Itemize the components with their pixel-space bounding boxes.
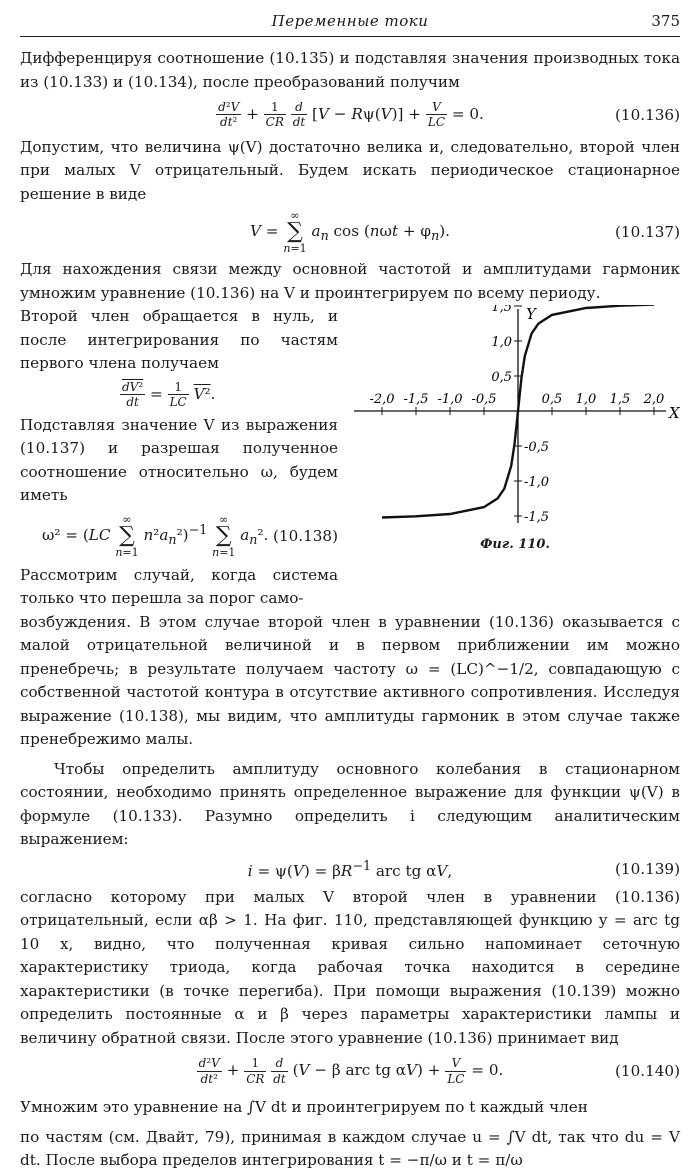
y-axis-label: Y: [526, 305, 536, 324]
paragraph-6: Чтобы определить амплитуду основного колебания в стационарном состоянии, необходимо принять определенное выражение для функции ψ(V) в формуле (10.133). Разумно определить i следующим аналитическим выражением:: [20, 759, 680, 849]
equation-number: (10.136): [615, 105, 680, 124]
arctg-chart: [350, 305, 680, 533]
equation-10-137: V = ∞ ∑ n=1 $a_n$ $\cos (n\omega t + \varphi_n)$. (10.137): [250, 209, 680, 256]
x-axis-label: X: [669, 404, 680, 423]
y-tick-label: 1,5: [491, 305, 512, 316]
page-header: [20, 8, 680, 37]
figure-110: [350, 305, 680, 553]
equation-number: (10.138): [273, 526, 338, 545]
x-tick-label: 1,5: [609, 392, 631, 408]
paragraph-2: Допустим, что величина ψ(V) достаточно велика и, следовательно, второй член при малых V отрицательный. Будем искать периодическое стационарное решение в виде: [20, 137, 680, 203]
page-number: 375: [651, 12, 680, 30]
paragraph-5b: возбуждения. В этом случае второй член в уравнении (10.136) оказывается с малой отрицательной величиной и в первом приближении им можно пренебречь; в результате получаем частоту ω = (LC)^−1/2, совпадающую с собственной частотой контура в отсутствие активного сопротивления. Исследуя выражение (10.138), мы видим, что амплитуды гармоник в этом случае также пренебрежимо малы.: [20, 612, 680, 749]
y-tick-label: 1,0: [491, 335, 512, 351]
paragraph-7: согласно которому при малых V второй член в уравнении (10.136) отрицательный, если αβ > 1. На фиг. 110, представляющей функцию y = arc tg 10 x, видно, что полученная кривая сильно напоминает сеточную характеристику триода, когда рабочая точка находится в середине характеристики (в точке перегиба). При помощи выражения (10.139) можно определить постоянные α и β через параметры характеристики лампы и величину обратной связи. После этого уравнение (10.136) принимает вид: [20, 887, 680, 1047]
equation-average: $\frac{\text{dV²}}{dt}$ = $\frac{1}{LC}$ V².: [122, 379, 216, 410]
equation-number: (10.139): [615, 859, 680, 878]
book-page: [20, 8, 680, 1173]
x-tick-label: -0,5: [471, 392, 497, 408]
paragraph-3: Для нахождения связи между основной частотой и амплитудами гармоник умножим уравнение (10.136) на V и проинтегрируем по всему периоду.: [20, 260, 680, 302]
paragraph-3b: Второй член обращается в нуль, и после интегрирования по частям первого члена получаем: [20, 307, 338, 373]
y-tick-label: -1,0: [524, 475, 550, 491]
equation-10-138: ω² = (LC ∞ ∑ n=1 $n^2a_n^2)^{-1}$ ∞ ∑ n=1 $a_n^2$. (10.138): [42, 512, 338, 559]
figure-wrap: [20, 305, 680, 610]
paragraph-5a: Рассмотрим случай, когда система только что перешла за порог само-: [20, 565, 338, 608]
x-tick-label: -1,5: [403, 392, 429, 408]
y-tick-label: -1,5: [524, 510, 550, 526]
y-tick-label: -0,5: [524, 440, 550, 456]
paragraph-1: Дифференцируя соотношение (10.135) и подставляя значения производных тока из (10.133) и (10.134), после преобразований получим: [20, 49, 680, 91]
x-tick-label: -1,0: [437, 392, 463, 408]
paragraph-4: Подставляя значение V из выражения (10.137) и разрешая полученное соотношение относительно ω, будем иметь: [20, 415, 338, 505]
y-tick-label: 0,5: [491, 370, 512, 386]
x-tick-label: -2,0: [369, 392, 395, 408]
equation-10-140: $\frac{\text{d²V}}{\text{dt²}}$ + $\frac{1}{CR}$ $\frac{d}{dt}$ (V − β arc tg αV) + $\frac{V}{LC}$ = 0. (10.140): [198, 1056, 680, 1086]
x-tick-label: 2,0: [643, 392, 665, 408]
equation-10-136: $\frac{\text{d²V}}{\text{dt²}}$ + $\frac{1}{CR}$ $\frac{d}{dt}$ [V − Rψ(V)] + $\frac{V}{LC}$ = 0. (10.136): [218, 100, 680, 130]
left-column: [20, 305, 338, 610]
x-tick-label: 1,0: [575, 392, 597, 408]
paragraph-8a: Умножим это уравнение на ∫V dt и проинтегрируем по t каждый член: [20, 1098, 588, 1117]
running-title: Переменные токи: [271, 12, 429, 30]
equation-number: (10.140): [615, 1062, 680, 1081]
figure-caption: Фиг. 110.: [480, 537, 550, 553]
equation-number: (10.137): [615, 223, 680, 242]
x-tick-label: 0,5: [541, 392, 563, 408]
equation-10-139: $i = \psi(V) = \beta R^{-1}$ arc tg αV, (10.139): [247, 857, 680, 880]
paragraph-8b: по частям (см. Двайт, 79), принимая в каждом случае u = ∫V dt, так что du = V dt. После выбора пределов интегрирования t = −π/ω и t = π/ω: [20, 1127, 680, 1170]
